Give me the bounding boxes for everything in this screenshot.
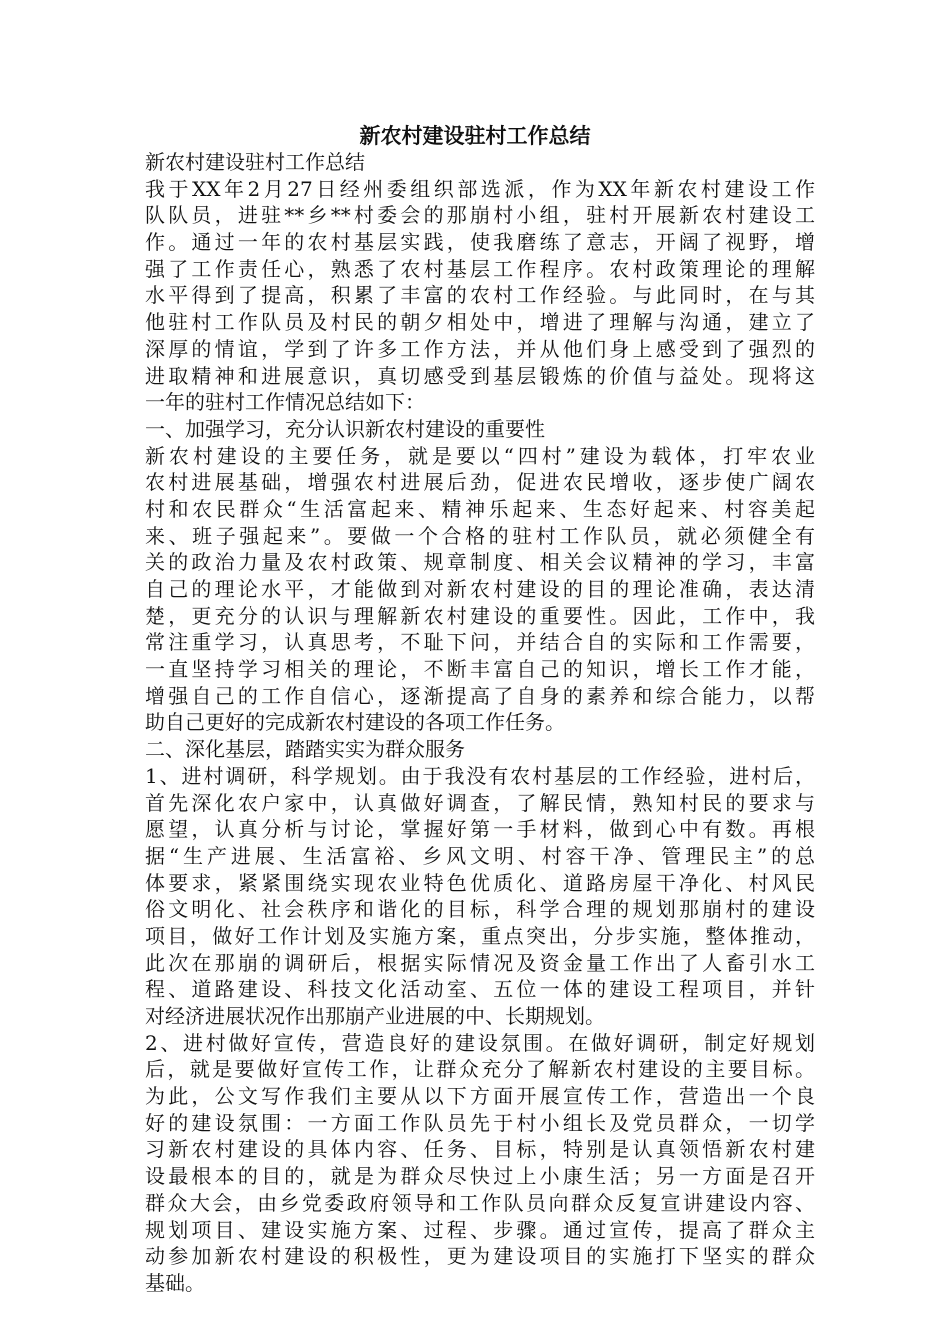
text-line: 基础。	[145, 1270, 205, 1295]
text-line: 一年的驻村工作情况总结如下：	[145, 390, 425, 415]
text-line: 一直坚持学习相关的理论，不断丰富自己的知识，增长工作才能，	[145, 657, 815, 682]
text-line: 设最根本的目的，就是为群众尽快过上小康生活；另一方面是召开	[145, 1164, 815, 1189]
text-line: 村和农民群众“生活富起来、精神乐起来、生态好起来、村容美起	[145, 496, 815, 521]
text-line: 农村进展基础，增强农村进展后劲，促进农民增收，逐步使广阔农	[145, 470, 815, 495]
text-line: 助自己更好的完成新农村建设的各项工作任务。	[145, 710, 565, 735]
text-line: 2、进村做好宣传，营造良好的建设氛围。在做好调研，制定好规划	[145, 1030, 815, 1055]
text-line: 深厚的情谊，学到了许多工作方法，并从他们身上感受到了强烈的	[145, 336, 815, 361]
text-line: 进取精神和进展意识，真切感受到基层锻炼的价值与益处。现将这	[145, 363, 815, 388]
text-line: 程、道路建设、科技文化活动室、五位一体的建设工程项目，并针	[145, 977, 815, 1002]
text-line: 关的政治力量及农村政策、规章制度、相关会议精神的学习，丰富	[145, 550, 815, 575]
text-line: 来、班子强起来”。要做一个合格的驻村工作队员，就必须健全有	[145, 523, 815, 548]
text-line: 二、深化基层，踏踏实实为群众服务	[145, 737, 465, 762]
text-line: 新农村建设驻村工作总结	[145, 150, 365, 174]
text-line: 首先深化农户家中，认真做好调查，了解民情，熟知村民的要求与	[145, 790, 815, 815]
document-body	[145, 149, 815, 1297]
text-line: 我于XX年2月27日经州委组织部选派，作为XX年新农村建设工作	[145, 176, 815, 201]
text-line: 水平得到了提高，积累了丰富的农村工作经验。与此同时，在与其	[145, 283, 815, 308]
text-line: 此次在那崩的调研后，根据实际情况及资金量工作出了人畜引水工	[145, 950, 815, 975]
text-line: 对经济进展状况作出那崩产业进展的中、长期规划。	[145, 1004, 605, 1028]
text-line: 一、加强学习，充分认识新农村建设的重要性	[145, 416, 545, 441]
text-line: 增强自己的工作自信心，逐渐提高了自身的素养和综合能力，以帮	[145, 683, 815, 708]
text-line: 体要求，紧紧围绕实现农业特色优质化、道路房屋干净化、村风民	[145, 870, 815, 895]
text-line: 他驻村工作队员及村民的朝夕相处中，增进了理解与沟通，建立了	[145, 310, 815, 335]
text-line: 据“生产进展、生活富裕、乡风文明、村容干净、管理民主”的总	[145, 843, 815, 868]
text-line: 规划项目、建设实施方案、过程、步骤。通过宣传，提高了群众主	[145, 1217, 815, 1242]
text-line: 群众大会，由乡党委政府领导和工作队员向群众反复宣讲建设内容、	[145, 1190, 815, 1215]
text-line: 作。通过一年的农村基层实践，使我磨练了意志，开阔了视野，增	[145, 230, 815, 255]
text-line: 新农村建设的主要任务，就是要以“四村”建设为载体，打牢农业	[145, 443, 815, 468]
text-line: 愿望，认真分析与讨论，掌握好第一手材料，做到心中有数。再根	[145, 817, 815, 842]
text-line: 项目，做好工作计划及实施方案，重点突出，分步实施，整体推动，	[145, 923, 815, 948]
text-line: 好的建设氛围：一方面工作队员先于村小组长及党员群众，一切学	[145, 1110, 815, 1135]
document-title: 新农村建设驻村工作总结	[359, 124, 591, 148]
text-line: 强了工作责任心，熟悉了农村基层工作程序。农村政策理论的理解	[145, 256, 815, 281]
text-line: 1、进村调研，科学规划。由于我没有农村基层的工作经验，进村后，	[145, 763, 815, 788]
text-line: 后，就是要做好宣传工作，让群众充分了解新农村建设的主要目标。	[145, 1057, 815, 1082]
text-line: 楚，更充分的认识与理解新农村建设的重要性。因此，工作中，我	[145, 603, 815, 628]
text-line: 为此，公文写作我们主要从以下方面开展宣传工作，营造出一个良	[145, 1084, 815, 1109]
text-line: 俗文明化、社会秩序和谐化的目标，科学合理的规划那崩村的建设	[145, 897, 815, 922]
text-line: 动参加新农村建设的积极性，更为建设项目的实施打下坚实的群众	[145, 1244, 815, 1269]
text-line: 队队员，进驻**乡**村委会的那崩村小组，驻村开展新农村建设工	[145, 203, 815, 228]
text-line: 常注重学习，认真思考，不耻下问，并结合自的实际和工作需要，	[145, 630, 815, 655]
text-line: 习新农村建设的具体内容、任务、目标，特别是认真领悟新农村建	[145, 1137, 815, 1162]
text-line: 自己的理论水平，才能做到对新农村建设的目的理论准确，表达清	[145, 577, 815, 601]
